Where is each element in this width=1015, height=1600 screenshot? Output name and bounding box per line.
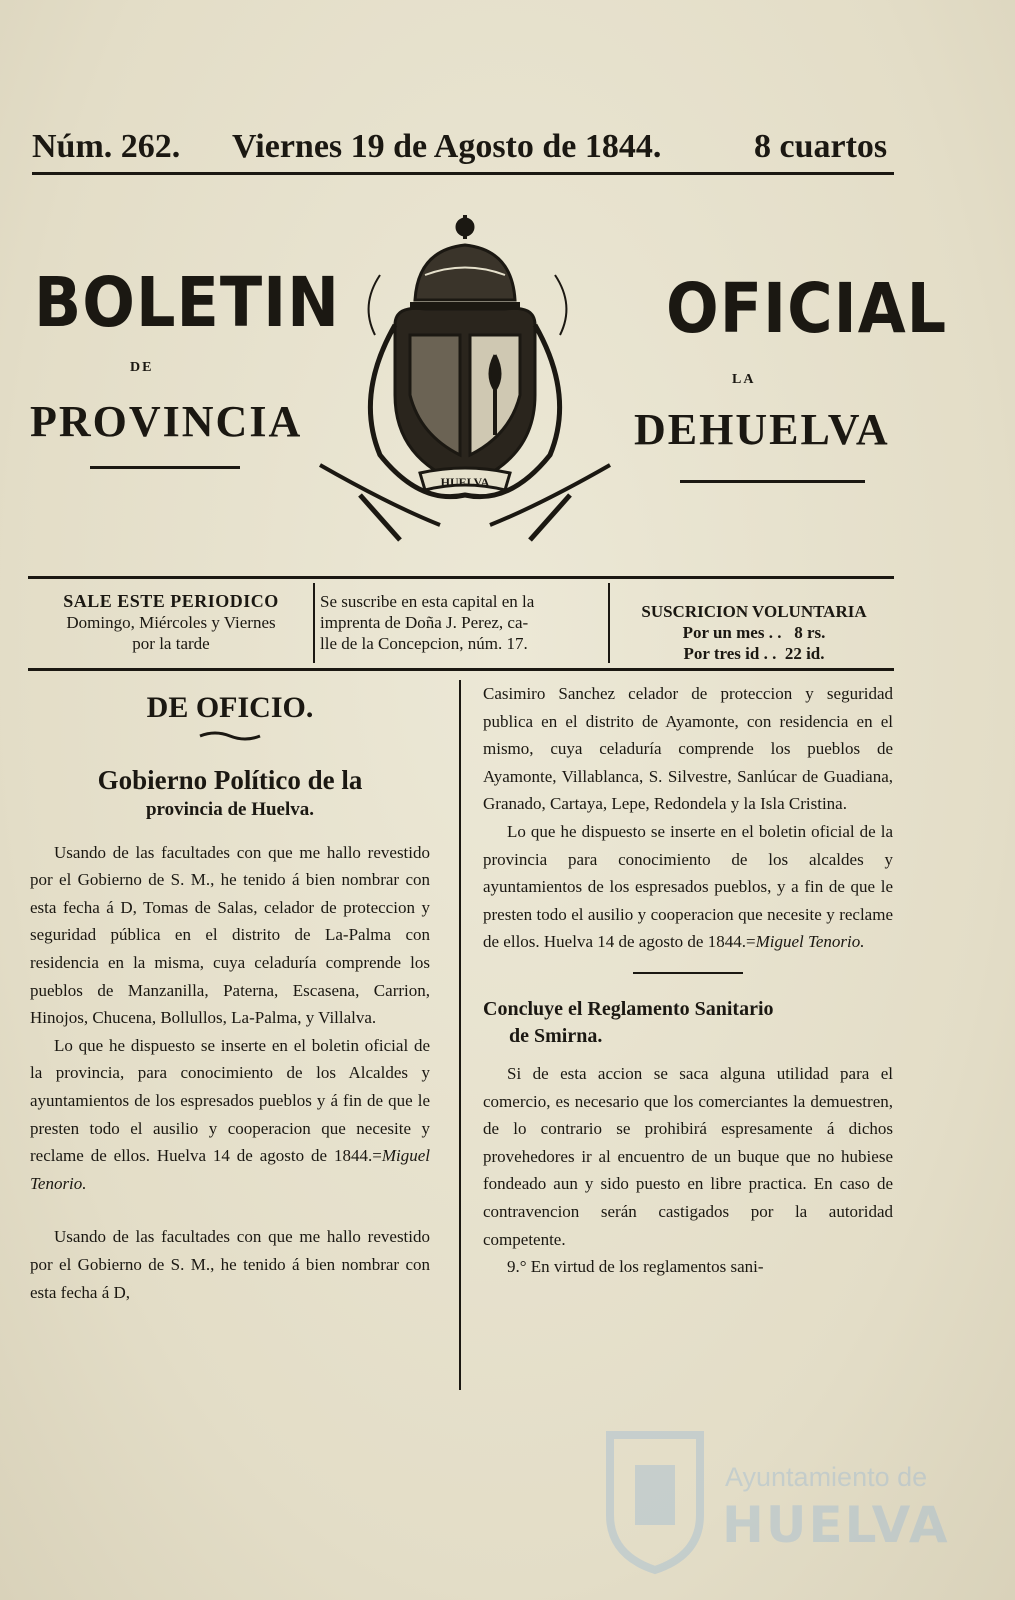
subscription-title: SUSCRICION VOLUNTARIA (641, 602, 867, 621)
title-dehuelva: DEHUELVA (634, 405, 890, 454)
heading-provincia: provincia de Huelva. (145, 798, 315, 820)
subscribe-line-2: imprenta de Doña J. Perez, ca- (320, 613, 529, 632)
watermark-line-1: Ayuntamiento de (725, 1462, 928, 1492)
watermark (600, 1420, 950, 1580)
signature-tenorio: Miguel Tenorio. (30, 1146, 430, 1193)
left-column (30, 690, 430, 1306)
schedule-time: por la tarde (132, 634, 210, 653)
right-title-rule (680, 480, 865, 483)
subscribe-line-3: lle de la Concepcion, núm. 17. (320, 634, 528, 653)
paragraph-appointment-continued: Usando de las facultades con que me hallo revestido por el Gobierno de S. M., he tenido á bien nombrar con esta fecha á D, (30, 1227, 430, 1302)
paragraph-insert-order-2 (483, 818, 893, 956)
right-column (483, 680, 893, 1281)
heading-gobierno: Gobierno Político de la (97, 764, 363, 795)
masthead (32, 128, 912, 172)
title-boletin: BOLETIN (34, 262, 341, 343)
heading-smirna: de Smirna. (509, 1024, 603, 1047)
insert-order-text: Lo que he dispuesto se inserte en el boletin oficial de la provincia, para conocimiento de los Alcaldes y ayuntamientos de los espresados pueblos y á fin de que le presten todo el ausilio y cooperacion que necesite y reclame de ellos. Huelva 14 de agosto de 1844.= (30, 1035, 430, 1166)
info-divider-1 (313, 583, 315, 663)
insert-order-text-2: Lo que he dispuesto se inserte en el boletin oficial de la provincia para conocimiento de los alcaldes y ayuntamientos de los espresados pueblos, y a fin de que le presten todo el ausilio y cooperacion que necesite y reclame de ellos. Huelva 14 de agosto de 1844.= (483, 821, 893, 952)
ornament-icon (30, 726, 430, 746)
info-divider-2 (608, 583, 610, 663)
issue-price: 8 cuartos (754, 128, 888, 165)
paragraph-appointment-sanchez: Casimiro Sanchez celador de proteccion y seguridad publica en el distrito de Ayamonte, con residencia en el mismo, cuya celaduría comprende los pueblos de Ayamonte, Villablanca, S. Silvestre, Sanlúcar de Guadiana, Granado, Cartaya, Lepe, Redondela y la Isla Cristina. (483, 684, 893, 814)
info-bottom-rule (28, 668, 894, 671)
subscription-box (614, 601, 894, 664)
watermark-shield-icon (600, 1425, 710, 1575)
left-title-rule (90, 466, 240, 469)
masthead-rule (32, 172, 894, 175)
subscription-quarter: Por tres id . . 22 id. (683, 644, 825, 663)
title-la: LA (732, 372, 756, 387)
issue-date: Viernes 19 de Agosto de 1844. (232, 128, 662, 165)
signature-tenorio-2: Miguel Tenorio. (755, 932, 865, 952)
paragraph-smirna-1: Si de esta accion se saca alguna utilidad para el comercio, es necesario que los comerciantes la demuestren, de lo contrario se prohibirá espresamente á dichos provehedores ir al encuentro de un buque que no hubiese fondeado aun y sido puesto en libre practica. En caso de contravencion serán castigados por la autoridad competente. (483, 1063, 893, 1249)
schedule-title: SALE ESTE PERIODICO (63, 591, 279, 611)
title-provincia: PROVINCIA (30, 397, 303, 446)
subscribe-line-1: Se suscribe en esta capital en la (320, 592, 535, 611)
info-top-rule (28, 576, 894, 579)
paragraph-smirna-2: 9.° En virtud de los reglamentos sani- (507, 1257, 764, 1277)
subscribe-box (320, 591, 606, 654)
heading-reglamento: Concluye el Reglamento Sanitario (483, 997, 774, 1020)
paragraph-appointment-salas: Usando de las facultades con que me hallo revestido por el Gobierno de S. M., he tenido á bien nombrar con esta fecha á D, Tomas de Salas, celador de proteccion y seguridad pública en el distrito de La-Palma con residencia en la misma, cuya celaduría comprende los pueblos de Manzanilla, Paterna, Escasena, Carrion, Hinojos, Chucena, Bollullos, La-Palma, y Villalva. (30, 842, 430, 1028)
article-separator (633, 972, 743, 974)
schedule-box (30, 591, 312, 654)
crest-ribbon-text: HUELVA (440, 475, 490, 489)
watermark-line-2: HUELVA (722, 1496, 950, 1554)
title-oficial: OFICIAL (666, 268, 948, 349)
section-title: DE OFICIO. (146, 691, 314, 724)
schedule-days: Domingo, Miércoles y Viernes (66, 613, 276, 632)
coat-of-arms-icon (300, 205, 630, 555)
title-de: DE (130, 360, 154, 375)
subscription-month: Por un mes . . 8 rs. (682, 623, 826, 642)
column-divider (459, 680, 461, 1390)
issue-number: Núm. 262. (32, 128, 181, 165)
paragraph-insert-order (30, 1032, 430, 1198)
